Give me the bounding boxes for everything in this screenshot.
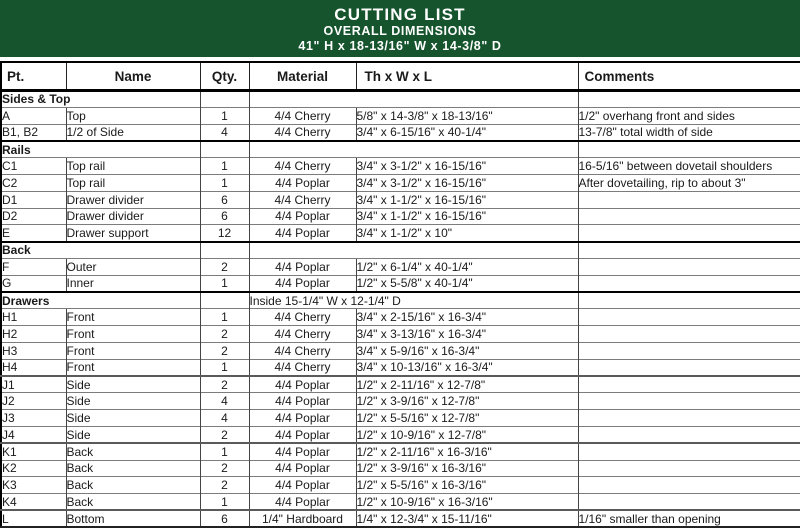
section-note bbox=[249, 141, 578, 158]
cell-dimensions: 3/4" x 6-15/16" x 40-1/4" bbox=[356, 124, 578, 141]
cell-name: Back bbox=[66, 443, 200, 460]
cell-dimensions: 5/8" x 14-3/8" x 18-13/16" bbox=[356, 107, 578, 124]
cell-name: Back bbox=[66, 494, 200, 511]
cell-pt: H3 bbox=[1, 342, 66, 359]
part-row-l bbox=[1, 510, 800, 527]
section-row-back bbox=[1, 242, 800, 259]
banner-subtitle: OVERALL DIMENSIONS bbox=[323, 24, 477, 38]
cell-qty: 1 bbox=[200, 174, 249, 191]
cell-name: Back bbox=[66, 460, 200, 477]
section-label: Drawers bbox=[1, 292, 200, 309]
cell-qty: 6 bbox=[200, 510, 249, 527]
part-row-g bbox=[1, 275, 800, 292]
column-header-comments: Comments bbox=[578, 62, 800, 91]
cell-name: Bottom bbox=[66, 510, 200, 527]
cell-dimensions: 1/2" x 10-9/16" x 16-3/16" bbox=[356, 494, 578, 511]
cell-pt: B1, B2 bbox=[1, 124, 66, 141]
section-row-drawers bbox=[1, 292, 800, 309]
cell-qty: 1 bbox=[200, 359, 249, 376]
cell-qty: 1 bbox=[200, 494, 249, 511]
section-label: Back bbox=[1, 242, 200, 259]
cell-qty: 1 bbox=[200, 275, 249, 292]
cell-material: 4/4 Cherry bbox=[249, 359, 356, 376]
cell-comments bbox=[578, 292, 800, 309]
cell-pt: A bbox=[1, 107, 66, 124]
cell-name: Back bbox=[66, 477, 200, 494]
cell-qty: 12 bbox=[200, 225, 249, 242]
cell-dimensions: 3/4" x 1-1/2" x 16-15/16" bbox=[356, 208, 578, 225]
cell-pt: C1 bbox=[1, 158, 66, 175]
cell-pt: G bbox=[1, 275, 66, 292]
cell-dimensions: 1/2" x 3-9/16" x 12-7/8" bbox=[356, 393, 578, 410]
cell-comments bbox=[578, 376, 800, 393]
cell-name: 1/2 of Side bbox=[66, 124, 200, 141]
cell-name: Side bbox=[66, 376, 200, 393]
table-header-row bbox=[1, 62, 800, 91]
part-row-b1-b2 bbox=[1, 124, 800, 141]
cell-material: 4/4 Cherry bbox=[249, 342, 356, 359]
part-row-f bbox=[1, 258, 800, 275]
cell-pt: J3 bbox=[1, 410, 66, 427]
cell-qty bbox=[200, 91, 249, 108]
part-row-j4 bbox=[1, 426, 800, 443]
cell-dimensions: 1/2" x 5-5/8" x 40-1/4" bbox=[356, 275, 578, 292]
cell-comments bbox=[578, 225, 800, 242]
cell-material: 4/4 Poplar bbox=[249, 275, 356, 292]
cell-comments bbox=[578, 258, 800, 275]
part-row-c2 bbox=[1, 174, 800, 191]
cell-material: 4/4 Cherry bbox=[249, 107, 356, 124]
cell-name: Drawer support bbox=[66, 225, 200, 242]
cell-name: Side bbox=[66, 410, 200, 427]
section-note bbox=[249, 242, 578, 259]
cell-material: 4/4 Poplar bbox=[249, 443, 356, 460]
cell-dimensions: 1/2" x 6-1/4" x 40-1/4" bbox=[356, 258, 578, 275]
cell-name: Front bbox=[66, 326, 200, 343]
cell-material: 4/4 Cherry bbox=[249, 191, 356, 208]
part-row-h3 bbox=[1, 342, 800, 359]
cell-dimensions: 3/4" x 1-1/2" x 16-15/16" bbox=[356, 191, 578, 208]
column-header-thwl: Th x W x L bbox=[356, 62, 578, 91]
section-label: Rails bbox=[1, 141, 200, 158]
cell-name: Top bbox=[66, 107, 200, 124]
cell-material: 4/4 Cherry bbox=[249, 158, 356, 175]
cell-comments bbox=[578, 191, 800, 208]
cell-material: 4/4 Poplar bbox=[249, 208, 356, 225]
cell-qty: 2 bbox=[200, 376, 249, 393]
cell-comments bbox=[578, 208, 800, 225]
cell-comments bbox=[578, 410, 800, 427]
cell-name: Drawer divider bbox=[66, 208, 200, 225]
part-row-e bbox=[1, 225, 800, 242]
cell-qty: 2 bbox=[200, 326, 249, 343]
section-label: Sides & Top bbox=[2, 92, 71, 107]
cell-dimensions: 1/2" x 2-11/16" x 16-3/16" bbox=[356, 443, 578, 460]
cell-comments bbox=[578, 242, 800, 259]
section-row-sides-top bbox=[1, 91, 800, 108]
cell-comments: 16-5/16" between dovetail shoulders bbox=[578, 158, 800, 175]
cell-qty: 4 bbox=[200, 124, 249, 141]
cell-comments bbox=[578, 443, 800, 460]
cell-material: 4/4 Poplar bbox=[249, 460, 356, 477]
cell-pt: D2 bbox=[1, 208, 66, 225]
cell-comments bbox=[578, 460, 800, 477]
cell-qty: 1 bbox=[200, 107, 249, 124]
cell-comments: 1/2" overhang front and sides bbox=[578, 107, 800, 124]
cell-pt: H2 bbox=[1, 326, 66, 343]
cell-comments bbox=[578, 359, 800, 376]
cell-qty: 2 bbox=[200, 342, 249, 359]
column-header-material: Material bbox=[249, 62, 356, 91]
cell-pt: F bbox=[1, 258, 66, 275]
part-row-h1 bbox=[1, 309, 800, 326]
cell-dimensions: 1/2" x 2-11/16" x 12-7/8" bbox=[356, 376, 578, 393]
column-header-name: Name bbox=[66, 62, 200, 91]
cell-qty: 2 bbox=[200, 460, 249, 477]
cell-material: 4/4 Poplar bbox=[249, 410, 356, 427]
cell-name: Side bbox=[66, 426, 200, 443]
cell-name: Front bbox=[66, 309, 200, 326]
cell-material: 4/4 Poplar bbox=[249, 494, 356, 511]
cell-comments bbox=[578, 309, 800, 326]
cell-name: Front bbox=[66, 342, 200, 359]
part-row-k4 bbox=[1, 494, 800, 511]
part-row-a bbox=[1, 107, 800, 124]
cell-qty: 4 bbox=[200, 410, 249, 427]
part-row-h4 bbox=[1, 359, 800, 376]
cell-comments bbox=[578, 275, 800, 292]
cell-comments bbox=[578, 494, 800, 511]
column-header-pt: Pt. bbox=[1, 62, 66, 91]
part-row-j2 bbox=[1, 393, 800, 410]
cell-name: Front bbox=[66, 359, 200, 376]
cell-material: 4/4 Cherry bbox=[249, 309, 356, 326]
cell-pt: H1 bbox=[1, 309, 66, 326]
cell-pt: J4 bbox=[1, 426, 66, 443]
cell-dimensions: 3/4" x 10-13/16" x 16-3/4" bbox=[356, 359, 578, 376]
cell-material: 4/4 Poplar bbox=[249, 477, 356, 494]
cell-name: Drawer divider bbox=[66, 191, 200, 208]
cell-qty: 2 bbox=[200, 258, 249, 275]
cell-pt: E bbox=[1, 225, 66, 242]
cell-pt: K1 bbox=[1, 443, 66, 460]
column-header-qty: Qty. bbox=[200, 62, 249, 91]
cell-comments bbox=[578, 326, 800, 343]
cell-name: Top rail bbox=[66, 158, 200, 175]
cell-comments: 13-7/8" total width of side bbox=[578, 124, 800, 141]
cell-pt: H4 bbox=[1, 359, 66, 376]
cell-pt: J1 bbox=[1, 376, 66, 393]
cell-qty: 1 bbox=[200, 158, 249, 175]
cell-qty bbox=[200, 242, 249, 259]
cell-material: 4/4 Cherry bbox=[249, 326, 356, 343]
cell-comments bbox=[578, 477, 800, 494]
cell-material: 4/4 Poplar bbox=[249, 225, 356, 242]
cell-comments bbox=[578, 426, 800, 443]
cell-pt: K3 bbox=[1, 477, 66, 494]
cell-dimensions: 3/4" x 1-1/2" x 10" bbox=[356, 225, 578, 242]
cell-dimensions: 1/2" x 10-9/16" x 12-7/8" bbox=[356, 426, 578, 443]
cell-dimensions: 1/2" x 5-5/16" x 16-3/16" bbox=[356, 477, 578, 494]
cell-dimensions: 3/4" x 3-13/16" x 16-3/4" bbox=[356, 326, 578, 343]
cell-qty: 6 bbox=[200, 191, 249, 208]
part-row-d2 bbox=[1, 208, 800, 225]
cell-dimensions: 1/2" x 5-5/16" x 12-7/8" bbox=[356, 410, 578, 427]
cell-pt: K4 bbox=[1, 494, 66, 511]
part-row-c1 bbox=[1, 158, 800, 175]
cell-dimensions: 3/4" x 3-1/2" x 16-15/16" bbox=[356, 158, 578, 175]
cell-comments bbox=[578, 141, 800, 158]
cell-material: 4/4 Poplar bbox=[249, 393, 356, 410]
cell-qty: 1 bbox=[200, 443, 249, 460]
cell-comments: After dovetailing, rip to about 3" bbox=[578, 174, 800, 191]
cell-material: 4/4 Poplar bbox=[249, 426, 356, 443]
cutting-list-table bbox=[0, 61, 800, 528]
cell-name: Inner bbox=[66, 275, 200, 292]
cell-dimensions: 1/4" x 12-3/4" x 15-11/16" bbox=[356, 510, 578, 527]
cell-pt: C2 bbox=[1, 174, 66, 191]
cell-comments: 1/16" smaller than opening bbox=[578, 510, 800, 527]
cell-comments bbox=[578, 393, 800, 410]
cell-dimensions: 1/2" x 3-9/16" x 16-3/16" bbox=[356, 460, 578, 477]
overall-dimensions: 41" H x 18-13/16" W x 14-3/8" D bbox=[298, 39, 502, 53]
cell-dimensions: 3/4" x 3-1/2" x 16-15/16" bbox=[356, 174, 578, 191]
part-row-k1 bbox=[1, 443, 800, 460]
cell-material: 1/4" Hardboard bbox=[249, 510, 356, 527]
part-row-j3 bbox=[1, 410, 800, 427]
cell-comments bbox=[578, 342, 800, 359]
cell-material: 4/4 Poplar bbox=[249, 376, 356, 393]
cell-material: 4/4 Cherry bbox=[249, 124, 356, 141]
part-row-k3 bbox=[1, 477, 800, 494]
cell-comments bbox=[578, 91, 800, 108]
cell-dimensions: 3/4" x 2-15/16" x 16-3/4" bbox=[356, 309, 578, 326]
cell-qty: 1 bbox=[200, 309, 249, 326]
cell-qty: 2 bbox=[200, 477, 249, 494]
part-row-k2 bbox=[1, 460, 800, 477]
section-row-rails bbox=[1, 141, 800, 158]
cell-dimensions: 3/4" x 5-9/16" x 16-3/4" bbox=[356, 342, 578, 359]
part-row-h2 bbox=[1, 326, 800, 343]
part-row-d1 bbox=[1, 191, 800, 208]
cell-qty bbox=[200, 141, 249, 158]
cell-name: Top rail bbox=[66, 174, 200, 191]
cell-name: Outer bbox=[66, 258, 200, 275]
part-row-j1 bbox=[1, 376, 800, 393]
banner bbox=[0, 0, 800, 57]
page-title: CUTTING LIST bbox=[334, 5, 466, 24]
cell-name: Side bbox=[66, 393, 200, 410]
cell-qty: 4 bbox=[200, 393, 249, 410]
section-note bbox=[249, 91, 578, 108]
cell-pt: D1 bbox=[1, 191, 66, 208]
cell-pt: K2 bbox=[1, 460, 66, 477]
cell-qty bbox=[200, 292, 249, 309]
cell-material: 4/4 Poplar bbox=[249, 258, 356, 275]
cell-qty: 2 bbox=[200, 426, 249, 443]
cell-pt: L bbox=[1, 510, 66, 527]
cell-pt: J2 bbox=[1, 393, 66, 410]
cell-qty: 6 bbox=[200, 208, 249, 225]
cell-material: 4/4 Poplar bbox=[249, 174, 356, 191]
section-note: Inside 15-1/4" W x 12-1/4" D bbox=[249, 292, 578, 309]
